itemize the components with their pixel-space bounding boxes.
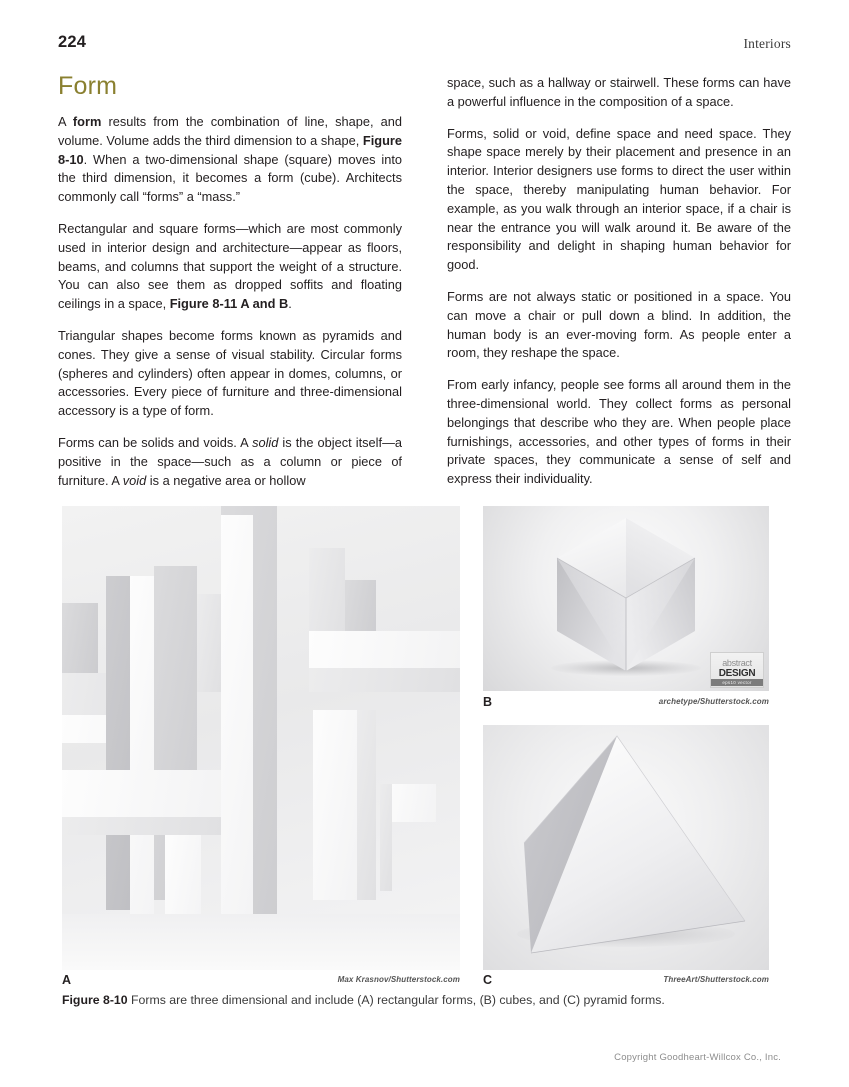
watermark-line-1: abstract bbox=[722, 658, 752, 668]
figure-panel-c-meta bbox=[483, 972, 769, 989]
figure-panel-b bbox=[483, 506, 769, 691]
figure-caption bbox=[62, 992, 777, 1009]
rectangular-forms-image bbox=[62, 506, 460, 970]
figure-panel-a-meta bbox=[62, 972, 460, 989]
watermark-line-3: eps10 vector bbox=[711, 679, 763, 686]
figure-panel-c bbox=[483, 725, 769, 970]
body-paragraph: Rectangular and square forms—which are most commonly used in interior design and architecture—appear as floors, beams, and columns that support the weight of a structure. You can also see them as dropped soffits and floating ceilings in a space, Figure 8-11 A and B. bbox=[58, 220, 402, 312]
figure-panel-b-meta bbox=[483, 694, 769, 711]
panel-letter-b: B bbox=[483, 695, 493, 709]
body-paragraph: A form results from the combination of line, shape, and volume. Volume adds the third dimension to a shape, Figure 8-10. When a two-dimensional shape (square) moves into the third dimension, it becomes a form (cube). Architects commonly call “forms” a “mass.” bbox=[58, 114, 402, 205]
body-paragraph: Forms, solid or void, define space and need space. They shape space merely by their placement and presence in an interior. Interior designers use forms to direct the user within the space, thereby manipulating human behavior. For example, as you walk through an interior space, if a chair is near the entrance you will walk around it. Be aware of the responsibility and delight in shaping human behavior for good. bbox=[447, 125, 791, 273]
watermark-line-2: DESIGN bbox=[718, 668, 756, 679]
figure-caption-number: Figure 8-10 bbox=[62, 993, 128, 1007]
left-column-text bbox=[58, 113, 402, 490]
figure-caption-text: Forms are three dimensional and include (A) rectangular forms, (B) cubes, and (C) pyramid forms. bbox=[127, 993, 665, 1007]
panel-credit-a: Max Krasnov/Shutterstock.com bbox=[337, 975, 460, 984]
pyramid-svg bbox=[483, 725, 769, 970]
cube-image bbox=[483, 506, 769, 691]
page-number: 224 bbox=[58, 33, 87, 51]
panel-letter-c: C bbox=[483, 973, 493, 987]
body-paragraph: From early infancy, people see forms all around them in the three-dimensional world. They collect forms as personal belongings that describe who they are. When people place furnishings, accessories, and other types of forms in their private spaces, they communicate a sense of self and express their individuality. bbox=[447, 377, 791, 487]
running-head-title: Interiors bbox=[743, 36, 791, 51]
figure-8-10 bbox=[62, 506, 769, 990]
pyramid-image bbox=[483, 725, 769, 970]
body-columns bbox=[58, 72, 791, 488]
panel-letter-a: A bbox=[62, 973, 72, 987]
body-paragraph: space, such as a hallway or stairwell. These forms can have a powerful influence in the composition of a space. bbox=[447, 75, 791, 109]
right-column-text bbox=[447, 74, 791, 489]
right-column bbox=[447, 74, 791, 489]
figure-panel-a bbox=[62, 506, 460, 970]
body-paragraph: Forms are not always static or positioned in a space. You can move a chair or pull down a blind. In addition, the human body is an ever-moving form. As people enter a room, they reshape the space. bbox=[447, 288, 791, 361]
panel-credit-c: ThreeArt/Shutterstock.com bbox=[663, 975, 769, 984]
body-paragraph: Forms can be solids and voids. A solid is the object itself—a positive in the space—such as a column or piece of furniture. A void is a negative area or hollow bbox=[58, 434, 402, 488]
copyright-notice: Copyright Goodheart-Willcox Co., Inc. bbox=[614, 1052, 781, 1063]
abstract-design-watermark bbox=[710, 652, 764, 688]
left-column bbox=[58, 74, 402, 490]
panel-credit-b: archetype/Shutterstock.com bbox=[658, 697, 769, 706]
running-head bbox=[58, 33, 791, 57]
page-title: Form bbox=[58, 72, 118, 100]
body-paragraph: Triangular shapes become forms known as pyramids and cones. They give a sense of visual stability. Circular forms (spheres and cylinders) often appear in domes, columns, or accessories. Every piece of furniture and three-dimensional accessory is a type of form. bbox=[58, 327, 402, 419]
